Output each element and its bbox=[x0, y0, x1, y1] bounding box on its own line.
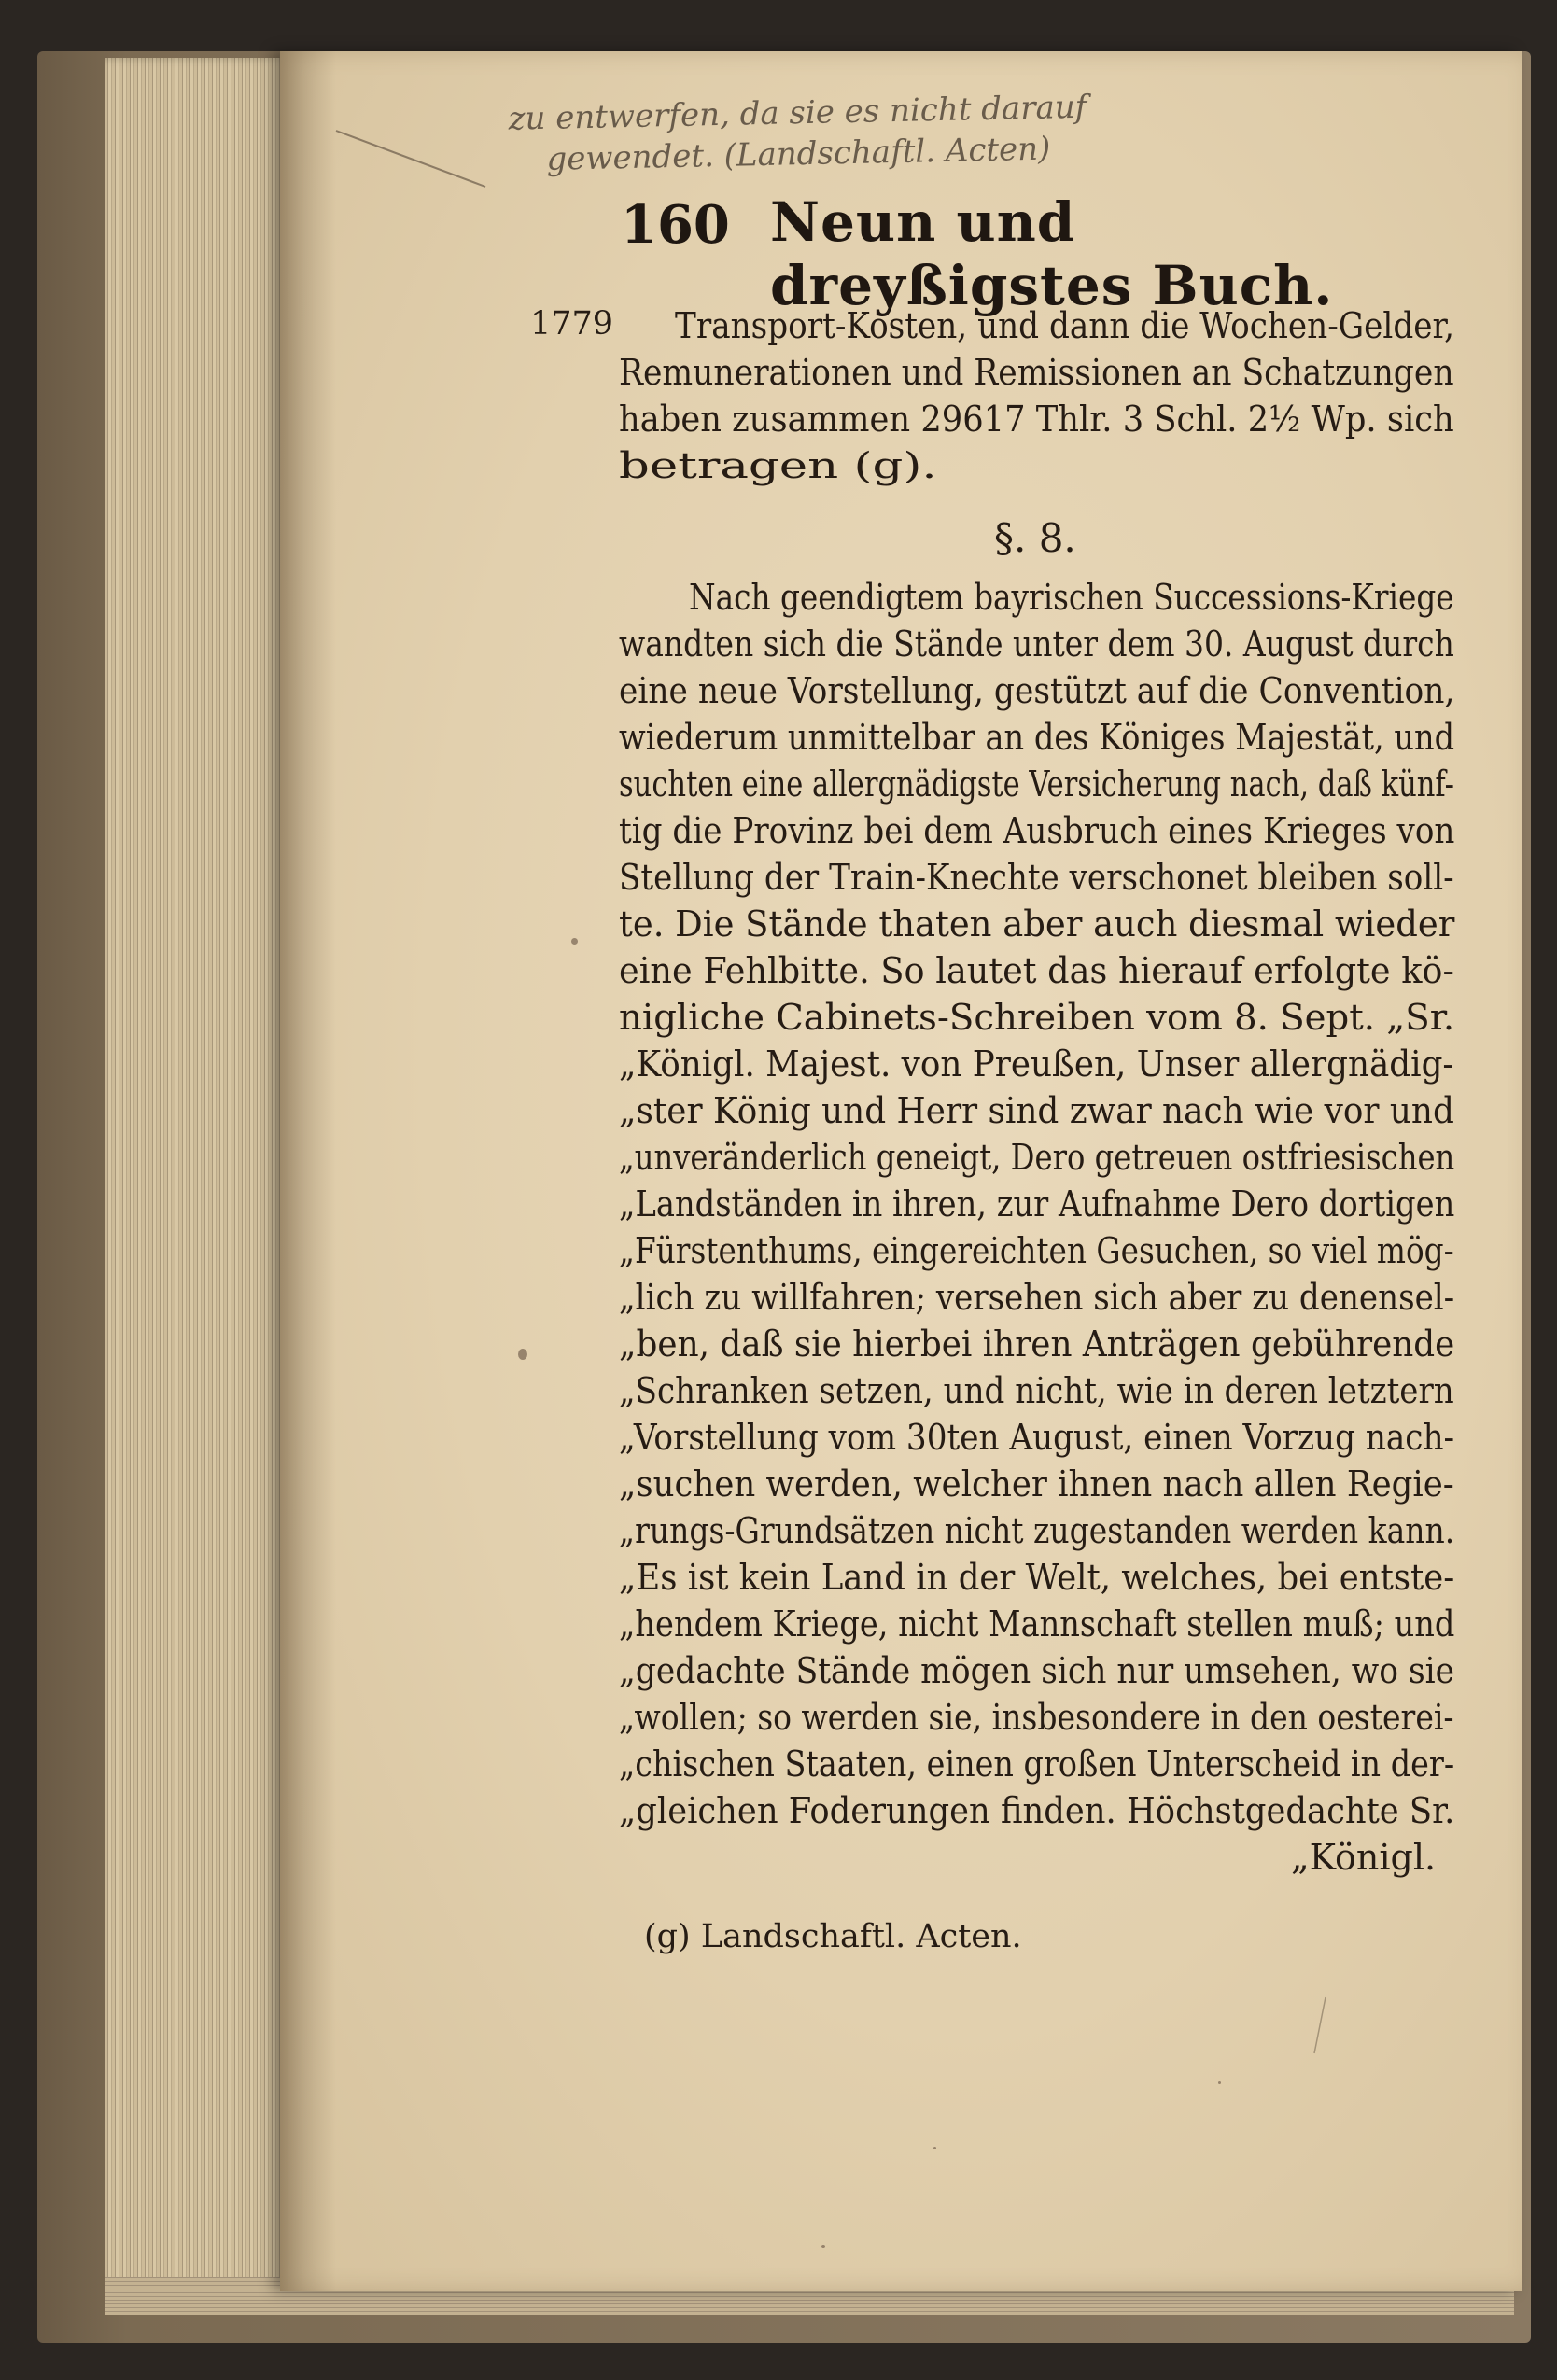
paragraph2-line: „suchen werden, welcher ihnen nach allen Regie- bbox=[619, 1463, 1454, 1505]
page-header bbox=[621, 187, 1442, 317]
paragraph2-line: „rungs-Grundsätzen nicht zugestanden werden kann. bbox=[619, 1510, 1455, 1551]
handwritten-note-line-1: zu entwerfen, da sie es nicht darauf bbox=[508, 88, 1087, 138]
paragraph2-line: nigliche Cabinets-Schreiben vom 8. Sept. „Sr. bbox=[619, 997, 1455, 1038]
paragraph2-line: „unveränderlich geneigt, Dero getreuen ostfriesischen bbox=[619, 1137, 1455, 1178]
paragraph2-line: Stellung der Train-Knechte verschonet bleiben soll- bbox=[619, 857, 1454, 898]
paragraph2-line: „ster König und Herr sind zwar nach wie vor und bbox=[619, 1090, 1454, 1131]
paragraph2-line: „lich zu willfahren; versehen sich aber zu denensel- bbox=[619, 1277, 1455, 1318]
paragraph2-line: wandten sich die Stände unter dem 30. August durch bbox=[619, 623, 1454, 665]
paragraph1-line: betragen (g). bbox=[619, 445, 937, 486]
paragraph2-line: tig die Provinz bei dem Ausbruch eines Krieges von bbox=[619, 810, 1455, 851]
paragraph2-line: „Schranken setzen, und nicht, wie in deren letztern bbox=[619, 1370, 1454, 1411]
paragraph2-line: „chischen Staaten, einen großen Unterscheid in der- bbox=[619, 1743, 1455, 1785]
paragraph2-line: te. Die Stände thaten aber auch diesmal wieder bbox=[619, 903, 1455, 945]
paragraph2-line: wiederum unmittelbar an des Königes Majestät, und bbox=[619, 717, 1455, 758]
paragraph1-line: Remunerationen und Remissionen an Schatzungen bbox=[619, 352, 1454, 393]
paragraph2-line: Nach geendigtem bayrischen Successions-Kriege bbox=[689, 577, 1454, 618]
gutter-shadow bbox=[280, 51, 336, 2291]
handwritten-note-line-2: gewendet. (Landschaftl. Acten) bbox=[546, 130, 1051, 178]
paragraph2-line: „ben, daß sie hierbei ihren Anträgen gebührende bbox=[619, 1323, 1455, 1365]
paragraph2-line: „Landständen in ihren, zur Aufnahme Dero dortigen bbox=[619, 1183, 1455, 1225]
footnote: (g) Landschaftl. Acten. bbox=[644, 1918, 1022, 1955]
paragraph2-line: „gleichen Foderungen finden. Höchstgedachte Sr. bbox=[619, 1790, 1455, 1831]
paragraph2-line: „hendem Kriege, nicht Mannschaft stellen muß; und bbox=[619, 1603, 1455, 1645]
paragraph2-line: „Königl. Majest. von Preußen, Unser allergnädig- bbox=[619, 1043, 1454, 1085]
paragraph2-line: eine Fehlbitte. So lautet das hierauf erfolgte kö- bbox=[619, 950, 1454, 991]
paragraph2-line: eine neue Vorstellung, gestützt auf die Convention, bbox=[619, 670, 1455, 711]
running-head: Neun und dreyßigstes Buch. bbox=[770, 190, 1334, 317]
paragraph2-line: suchten eine allergnädigste Versicherung nach, daß künf- bbox=[619, 763, 1454, 805]
paragraph1-line: haben zusammen 29617 Thlr. 3 Schl. 2½ Wp. sich bbox=[619, 399, 1454, 440]
paragraph2-line: „Vorstellung vom 30ten August, einen Vorzug nach- bbox=[619, 1417, 1455, 1458]
paragraph2-line: „gedachte Stände mögen sich nur umsehen, wo sie bbox=[619, 1650, 1455, 1691]
margin-year: 1779 bbox=[530, 305, 614, 343]
paragraph2-line: „wollen; so werden sie, insbesondere in den oesterei- bbox=[619, 1697, 1454, 1738]
paragraph2-line: „Es ist kein Land in der Welt, welches, bei entste- bbox=[619, 1557, 1455, 1598]
catchword: „Königl. bbox=[1291, 1837, 1437, 1878]
page-edges bbox=[105, 58, 301, 2298]
paragraph2-line: „Fürstenthums, eingereichten Gesuchen, so viel mög- bbox=[619, 1230, 1454, 1271]
paragraph1-line: Transport-Kosten, und dann die Wochen-Gelder, bbox=[675, 305, 1455, 346]
section-heading: §. 8. bbox=[994, 515, 1076, 561]
page-number: 160 bbox=[621, 194, 730, 256]
